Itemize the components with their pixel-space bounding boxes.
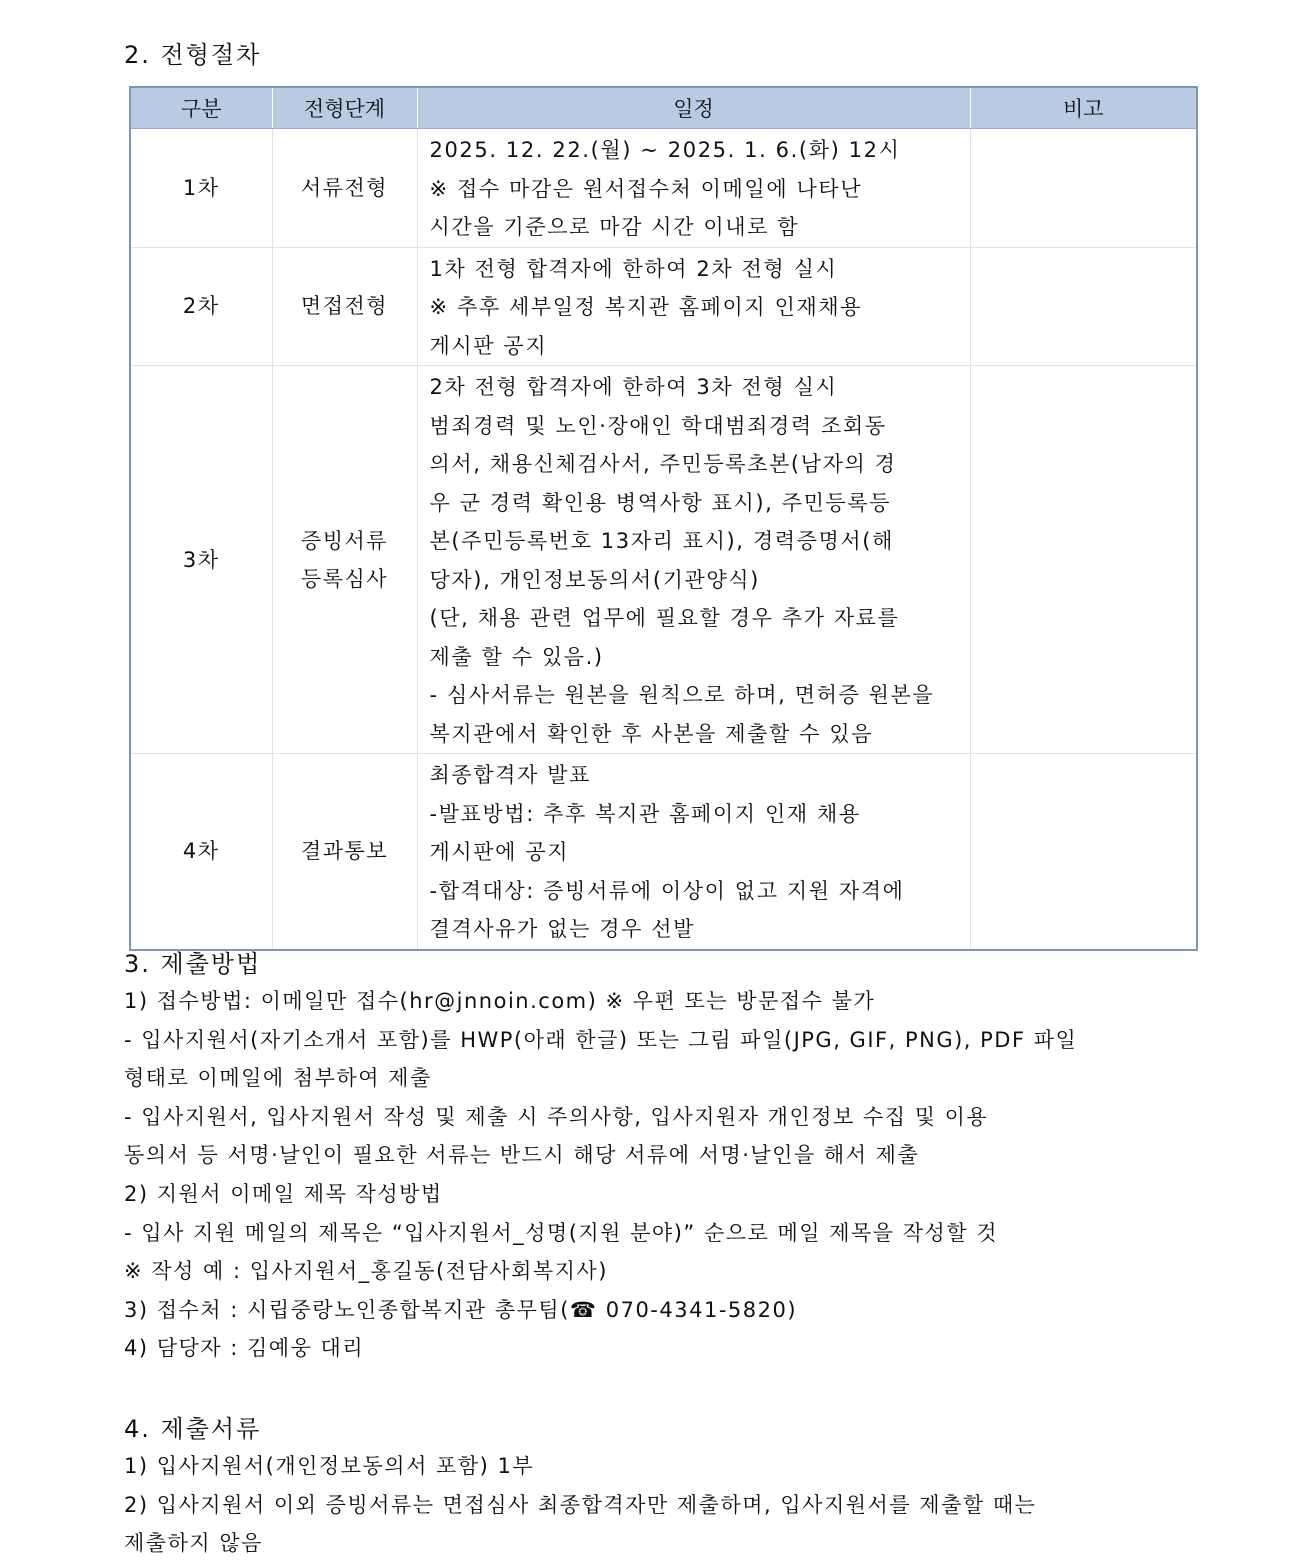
- note-cell: [970, 754, 1197, 950]
- paragraph-line: 제출하지 않음: [124, 1531, 263, 1556]
- round-cell: [130, 129, 272, 248]
- schedule-line: -발표방법: 추후 복지관 홈페이지 인재 채용: [429, 801, 861, 826]
- paragraph-line: 3) 접수처 : 시립중랑노인종합복지관 총무팀(☎ 070-4341-5820): [124, 1297, 798, 1322]
- schedule-line: 2차 전형 합격자에 한하여 3차 전형 실시: [429, 375, 838, 399]
- paragraph-line: ※ 작성 예 : 입사지원서_홍길동(전담사회복지사): [124, 1259, 608, 1284]
- schedule-line: 게시판 공지: [429, 333, 548, 358]
- schedule-line: -합격대상: 증빙서류에 이상이 없고 지원 자격에: [429, 878, 905, 903]
- schedule-line: 제출 할 수 있음.): [429, 644, 604, 669]
- header-note: 비고: [970, 87, 1197, 129]
- schedule-line: 최종합격자 발표: [429, 763, 591, 787]
- schedule-line: 당자), 개인정보동의서(기관양식): [429, 567, 760, 592]
- required-documents-content: [124, 1447, 1184, 1563]
- schedule-line: ※ 추후 세부일정 복지관 홈페이지 인재채용: [429, 295, 863, 319]
- schedule-cell: [417, 754, 970, 950]
- header-schedule: 일정: [417, 87, 970, 129]
- schedule-line: 본(주민등록번호 13자리 표시), 경력증명서(해: [429, 529, 894, 553]
- paragraph-line: 1) 접수방법: 이메일만 접수(hr@jnnoin.com) ※ 우편 또는 방문접수 불가: [124, 989, 876, 1013]
- round-label: 1차: [182, 175, 220, 200]
- schedule-line: - 심사서류는 원본을 원칙으로 하며, 면허증 원본을: [429, 683, 935, 707]
- table-row: [130, 754, 1197, 950]
- schedule-cell: [417, 247, 970, 366]
- note-cell: [970, 247, 1197, 366]
- table-row: [130, 247, 1197, 366]
- section-title-required-documents: 4. 제출서류: [124, 1415, 262, 1443]
- stage-label: 서류전형: [300, 175, 389, 200]
- paragraph-line: 2) 입사지원서 이외 증빙서류는 면접심사 최종합격자만 제출하며, 입사지원서를 제출할 때는: [124, 1492, 1037, 1517]
- round-cell: [130, 247, 272, 366]
- header-division: 구분: [130, 87, 272, 129]
- paragraph-line: 1) 입사지원서(개인정보동의서 포함) 1부: [124, 1454, 535, 1478]
- paragraph-line: 2) 지원서 이메일 제목 작성방법: [124, 1181, 443, 1206]
- round-label: 4차: [182, 839, 220, 864]
- stage-cell: [272, 129, 417, 248]
- schedule-line: 게시판에 공지: [429, 840, 570, 864]
- paragraph-line: 4) 담당자 : 김예웅 대리: [124, 1336, 365, 1361]
- schedule-line: 결격사유가 없는 경우 선발: [429, 917, 696, 941]
- stage-label: 결과통보: [300, 839, 389, 864]
- table-row: [130, 129, 1197, 248]
- stage-label: 면접전형: [300, 294, 389, 319]
- schedule-line: 의서, 채용신체검사서, 주민등록초본(남자의 경: [429, 452, 897, 476]
- schedule-line: 복지관에서 확인한 후 사본을 제출할 수 있음: [429, 721, 874, 746]
- stage-cell: [272, 754, 417, 950]
- schedule-line: 1차 전형 합격자에 한하여 2차 전형 실시: [429, 256, 838, 281]
- procedure-table: [129, 86, 1198, 951]
- section-title-submission-method: 3. 제출방법: [124, 950, 262, 978]
- paragraph-line: 동의서 등 서명·날인이 필요한 서류는 반드시 해당 서류에 서명·날인을 해서 제출: [124, 1143, 920, 1168]
- schedule-cell: [417, 366, 970, 754]
- stage-cell: [272, 247, 417, 366]
- schedule-line: 시간을 기준으로 마감 시간 이내로 함: [429, 215, 800, 239]
- paragraph-line: - 입사 지원 메일의 제목은 “입사지원서_성명(지원 분야)” 순으로 메일 제목을 작성할 것: [124, 1220, 999, 1245]
- paragraph-line: 형태로 이메일에 첨부하여 제출: [124, 1066, 432, 1091]
- paragraph-line: - 입사지원서(자기소개서 포함)를 HWP(아래 한글) 또는 그림 파일(JPG, GIF, PNG), PDF 파일: [124, 1027, 1078, 1052]
- stage-cell: [272, 366, 417, 754]
- stage-label: 증빙서류: [300, 528, 389, 553]
- submission-method-content: [124, 982, 1184, 1368]
- schedule-line: 범죄경력 및 노인·장애인 학대범죄경력 조회동: [429, 413, 887, 438]
- round-cell: [130, 366, 272, 754]
- stage-label: 등록심사: [300, 566, 389, 591]
- header-stage: 전형단계: [272, 87, 417, 129]
- schedule-line: ※ 접수 마감은 원서접수처 이메일에 나타난: [429, 176, 863, 201]
- note-cell: [970, 366, 1197, 754]
- schedule-cell: [417, 129, 970, 248]
- round-label: 3차: [182, 547, 220, 572]
- schedule-line: 우 군 경력 확인용 병역사항 표시), 주민등록등: [429, 490, 892, 515]
- table-row: [130, 366, 1197, 754]
- section-title-procedure: 2. 전형절차: [124, 41, 262, 69]
- note-cell: [970, 129, 1197, 248]
- paragraph-line: - 입사지원서, 입사지원서 작성 및 제출 시 주의사항, 입사지원자 개인정보 수집 및 이용: [124, 1104, 989, 1129]
- schedule-line: (단, 채용 관련 업무에 필요할 경우 추가 자료를: [429, 606, 900, 630]
- table-header-row: [130, 87, 1197, 129]
- round-label: 2차: [182, 294, 220, 319]
- round-cell: [130, 754, 272, 950]
- schedule-line: 2025. 12. 22.(월) ~ 2025. 1. 6.(화) 12시: [429, 138, 901, 162]
